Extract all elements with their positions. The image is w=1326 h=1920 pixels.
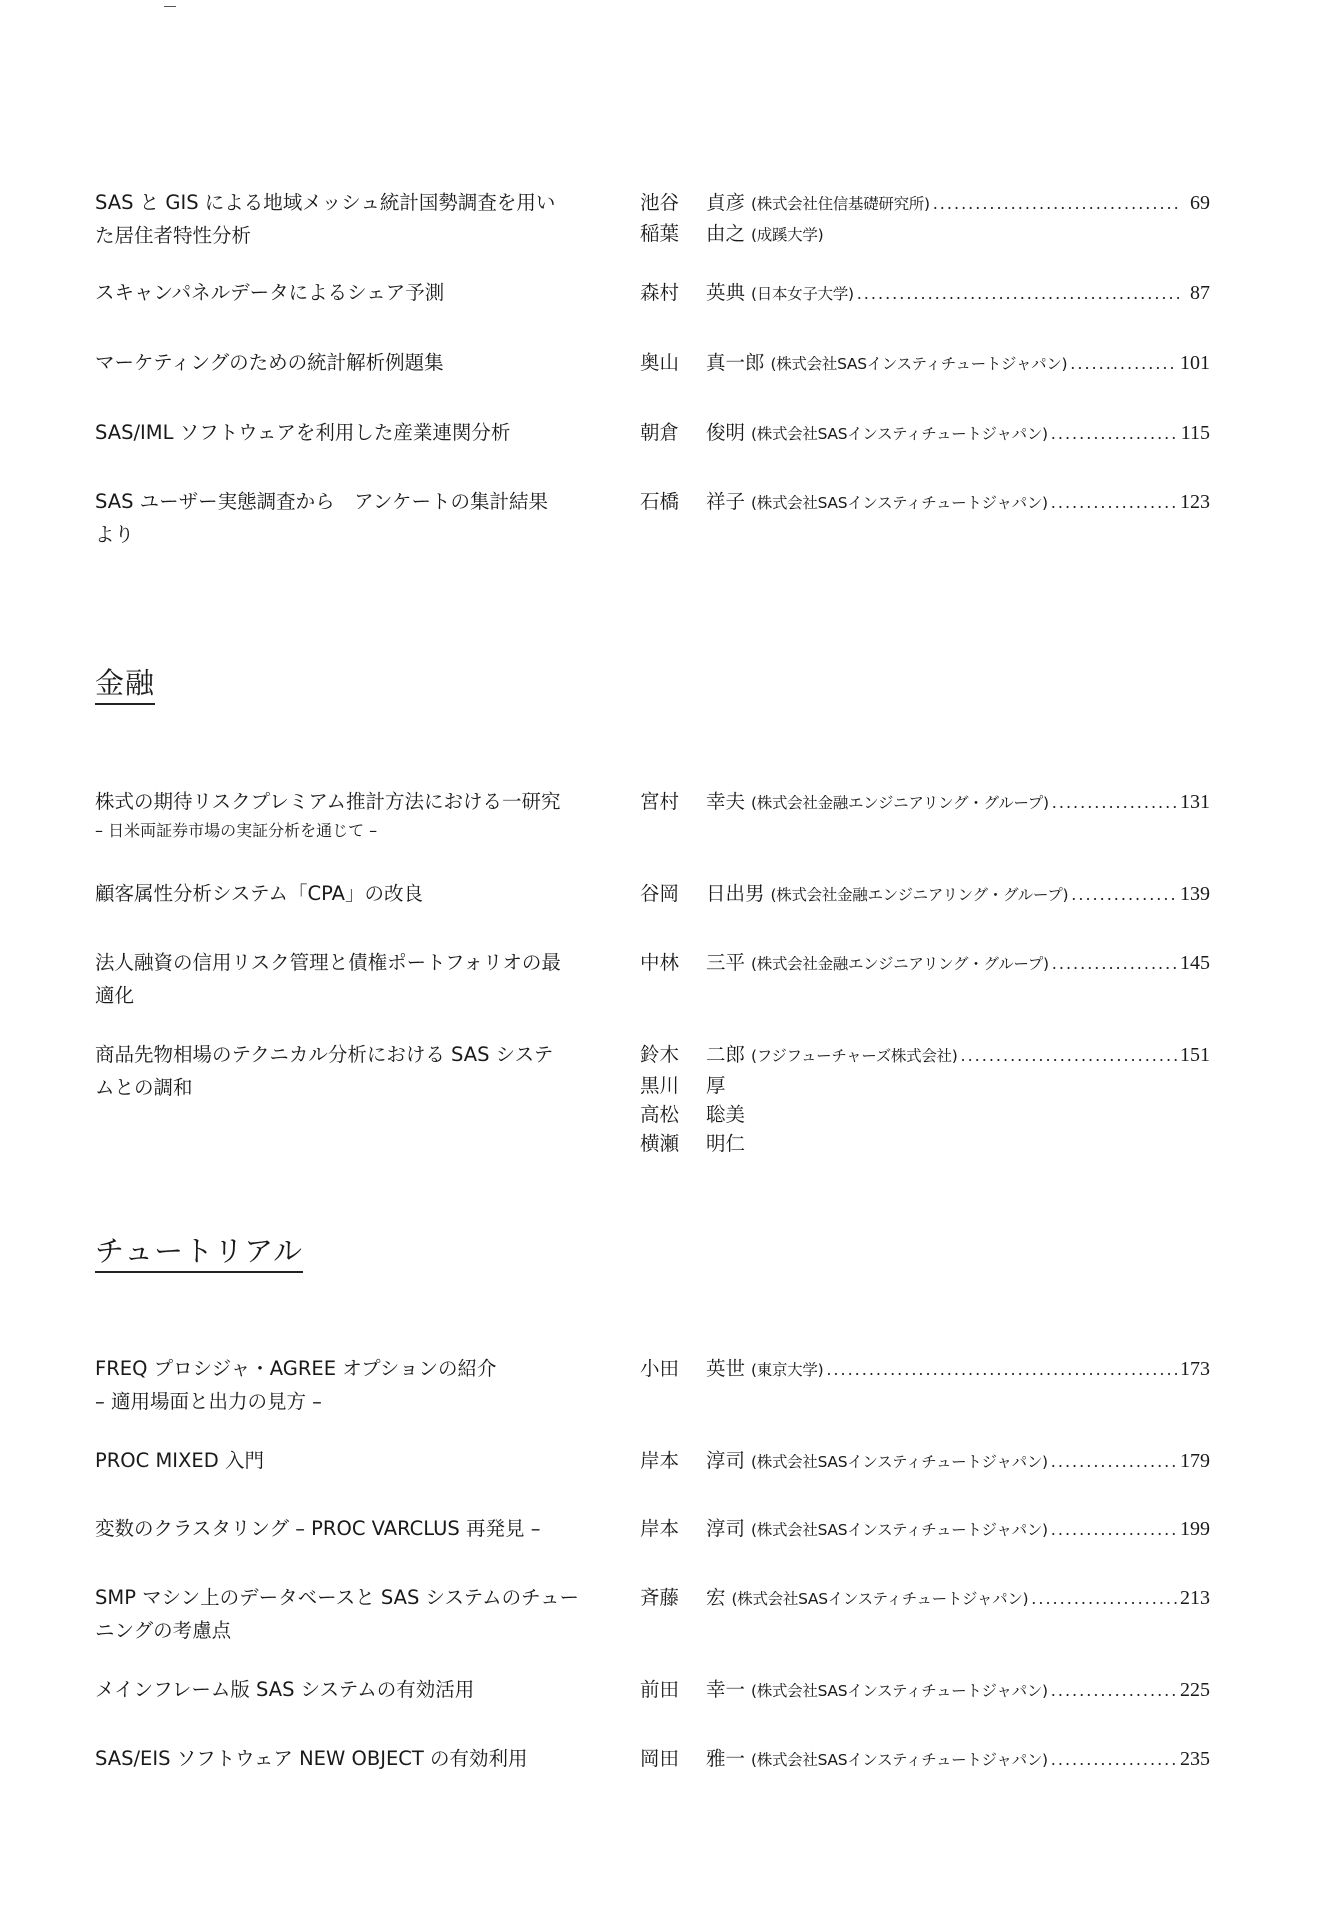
entry-title: 法人融資の信用リスク管理と債権ポートフォリオの最 適化 xyxy=(95,951,561,1007)
author-surname: 岸本 xyxy=(640,1517,680,1540)
author-surname: 谷岡 xyxy=(640,882,680,905)
scan-mark xyxy=(164,6,176,7)
author-row xyxy=(640,1742,1210,1775)
author-given-name: 貞彦 xyxy=(706,191,746,214)
entry-authors xyxy=(640,346,1210,379)
entry-authors xyxy=(640,1673,1210,1706)
author-affiliation: (株式会社SASインスティチュートジャパン) xyxy=(751,1521,1048,1539)
author-given-name: 日出男 xyxy=(706,882,765,905)
author-affiliation: (成蹊大学) xyxy=(751,226,824,244)
author-given-name: 淳司 xyxy=(706,1517,746,1540)
author-given-name: 真一郎 xyxy=(706,351,765,374)
entry-authors xyxy=(640,1512,1210,1545)
dot-leader xyxy=(960,1039,1177,1072)
entry-authors xyxy=(640,416,1210,449)
author-affiliation: (日本女子大学) xyxy=(751,285,854,303)
dot-leader xyxy=(1031,1582,1177,1615)
dot-leader xyxy=(826,1353,1177,1386)
author-surname: 稲葉 xyxy=(640,222,680,245)
author-given-name: 由之 xyxy=(706,222,746,245)
author-row xyxy=(640,785,1210,818)
entry-authors xyxy=(640,1352,1210,1385)
author-given-name: 二郎 xyxy=(706,1043,746,1066)
author-affiliation: (東京大学) xyxy=(751,1361,824,1379)
section-heading: 金融 xyxy=(95,665,155,705)
entry-title: メインフレーム版 SAS システムの有効活用 xyxy=(95,1678,475,1701)
author-surname: 石橋 xyxy=(640,490,680,513)
dot-leader xyxy=(1051,1674,1177,1707)
author-row xyxy=(640,1038,1210,1071)
dot-leader xyxy=(1051,1743,1177,1776)
author-affiliation: (株式会社SASインスティチュートジャパン) xyxy=(751,425,1048,443)
dot-leader xyxy=(857,277,1179,310)
author-affiliation: (株式会社金融エンジニアリング・グループ) xyxy=(751,794,1049,812)
author-row xyxy=(640,1673,1210,1706)
dot-leader xyxy=(933,187,1179,220)
author-row xyxy=(640,346,1210,379)
author-given-name: 厚 xyxy=(706,1074,726,1097)
entry-authors xyxy=(640,186,1210,248)
entry-title: SAS と GIS による地域メッシュ統計国勢調査を用い た居住者特性分析 xyxy=(95,191,556,247)
author-row xyxy=(640,1100,1210,1129)
entry-title: マーケティングのための統計解析例題集 xyxy=(95,351,444,374)
page-number: 235 xyxy=(1180,1748,1210,1770)
page-number: 213 xyxy=(1180,1587,1210,1609)
page-number: 123 xyxy=(1180,491,1210,513)
author-affiliation: (株式会社SASインスティチュートジャパン) xyxy=(751,1453,1048,1471)
author-affiliation: (株式会社SASインスティチュートジャパン) xyxy=(751,1751,1048,1769)
entry-authors xyxy=(640,1742,1210,1775)
author-given-name: 三平 xyxy=(706,951,746,974)
page-number: 131 xyxy=(1180,791,1210,813)
author-surname: 中林 xyxy=(640,951,680,974)
author-surname: 黒川 xyxy=(640,1074,680,1097)
author-surname: 岡田 xyxy=(640,1747,680,1770)
author-surname: 池谷 xyxy=(640,191,680,214)
page-number: 179 xyxy=(1180,1450,1210,1472)
author-affiliation: (株式会社金融エンジニアリング・グループ) xyxy=(770,886,1069,904)
page-number: 173 xyxy=(1180,1358,1210,1380)
entry-title: SMP マシン上のデータベースと SAS システムのチュー ニングの考慮点 xyxy=(95,1586,580,1642)
author-row xyxy=(640,1444,1210,1477)
author-row xyxy=(640,877,1210,910)
author-affiliation: (株式会社SASインスティチュートジャパン) xyxy=(751,494,1048,512)
author-affiliation: (株式会社SASインスティチュートジャパン) xyxy=(731,1590,1029,1608)
author-given-name: 幸夫 xyxy=(706,790,746,813)
author-given-name: 祥子 xyxy=(706,490,746,513)
entry-authors xyxy=(640,1444,1210,1477)
page-number: 145 xyxy=(1180,952,1210,974)
page-number: 87 xyxy=(1190,282,1210,304)
author-row xyxy=(640,1129,1210,1158)
author-given-name: 明仁 xyxy=(706,1132,746,1155)
author-affiliation: (フジフューチャーズ株式会社) xyxy=(751,1047,958,1065)
entry-title: SAS/IML ソフトウェアを利用した産業連関分析 xyxy=(95,421,511,444)
author-surname: 斉藤 xyxy=(640,1586,680,1609)
entry-title: 変数のクラスタリング – PROC VARCLUS 再発見 – xyxy=(95,1517,541,1540)
page-number: 101 xyxy=(1180,352,1210,374)
author-given-name: 聡美 xyxy=(706,1103,746,1126)
page-number: 69 xyxy=(1190,192,1210,214)
entry-title: 顧客属性分析システム「CPA」の改良 xyxy=(95,882,424,905)
entry-title: SAS ユーザー実態調査から アンケートの集計結果 より xyxy=(95,490,548,546)
dot-leader xyxy=(1051,1513,1177,1546)
entry-title: PROC MIXED 入門 xyxy=(95,1449,264,1472)
author-surname: 宮村 xyxy=(640,790,680,813)
dot-leader xyxy=(1052,947,1177,980)
author-row xyxy=(640,1581,1210,1614)
dot-leader xyxy=(1051,486,1177,519)
entry-title: FREQ プロシジャ・AGREE オプションの紹介 – 適用場面と出力の見方 – xyxy=(95,1357,497,1413)
author-surname: 森村 xyxy=(640,281,680,304)
author-row xyxy=(640,416,1210,449)
entry-subtitle: – 日米両証券市場の実証分析を通じて – xyxy=(95,821,378,840)
author-surname: 横瀬 xyxy=(640,1132,680,1155)
author-surname: 前田 xyxy=(640,1678,680,1701)
author-surname: 高松 xyxy=(640,1103,680,1126)
entry-title: SAS/EIS ソフトウェア NEW OBJECT の有効利用 xyxy=(95,1747,528,1770)
entry-authors xyxy=(640,485,1210,518)
author-surname: 小田 xyxy=(640,1357,680,1380)
page-number: 115 xyxy=(1180,422,1210,444)
page-number: 225 xyxy=(1180,1679,1210,1701)
entry-authors xyxy=(640,1581,1210,1614)
author-given-name: 俊明 xyxy=(706,421,746,444)
author-surname: 鈴木 xyxy=(640,1043,680,1066)
page-number: 151 xyxy=(1180,1044,1210,1066)
entry-title: 株式の期待リスクプレミアム推計方法における一研究 – 日米両証券市場の実証分析を通じて – xyxy=(95,785,625,844)
section-heading: チュートリアル xyxy=(95,1233,303,1273)
author-row xyxy=(640,276,1210,309)
author-row xyxy=(640,219,1210,248)
author-given-name: 英典 xyxy=(706,281,746,304)
author-affiliation: (株式会社金融エンジニアリング・グループ) xyxy=(751,955,1049,973)
entry-authors xyxy=(640,276,1210,309)
author-given-name: 淳司 xyxy=(706,1449,746,1472)
author-row xyxy=(640,186,1210,219)
entry-title: 商品先物相場のテクニカル分析における SAS システ ムとの調和 xyxy=(95,1043,554,1099)
author-row xyxy=(640,1071,1210,1100)
dot-leader xyxy=(1051,1445,1177,1478)
author-given-name: 英世 xyxy=(706,1357,746,1380)
author-surname: 岸本 xyxy=(640,1449,680,1472)
author-surname: 朝倉 xyxy=(640,421,680,444)
entry-authors xyxy=(640,1038,1210,1158)
author-given-name: 雅一 xyxy=(706,1747,746,1770)
entry-authors xyxy=(640,877,1210,910)
dot-leader xyxy=(1071,878,1177,911)
author-affiliation: (株式会社SASインスティチュートジャパン) xyxy=(751,1682,1048,1700)
author-row xyxy=(640,485,1210,518)
dot-leader xyxy=(1051,417,1178,450)
author-row xyxy=(640,1512,1210,1545)
entry-title: スキャンパネルデータによるシェア予測 xyxy=(95,281,445,304)
entry-authors xyxy=(640,946,1210,979)
author-given-name: 宏 xyxy=(706,1586,726,1609)
author-affiliation: (株式会社住信基礎研究所) xyxy=(751,195,930,213)
author-row xyxy=(640,1352,1210,1385)
dot-leader xyxy=(1070,347,1177,380)
author-surname: 奥山 xyxy=(640,351,680,374)
page-number: 139 xyxy=(1180,883,1210,905)
page-number: 199 xyxy=(1180,1518,1210,1540)
author-affiliation: (株式会社SASインスティチュートジャパン) xyxy=(770,355,1068,373)
entry-authors xyxy=(640,785,1210,818)
author-given-name: 幸一 xyxy=(706,1678,746,1701)
dot-leader xyxy=(1052,786,1177,819)
author-row xyxy=(640,946,1210,979)
